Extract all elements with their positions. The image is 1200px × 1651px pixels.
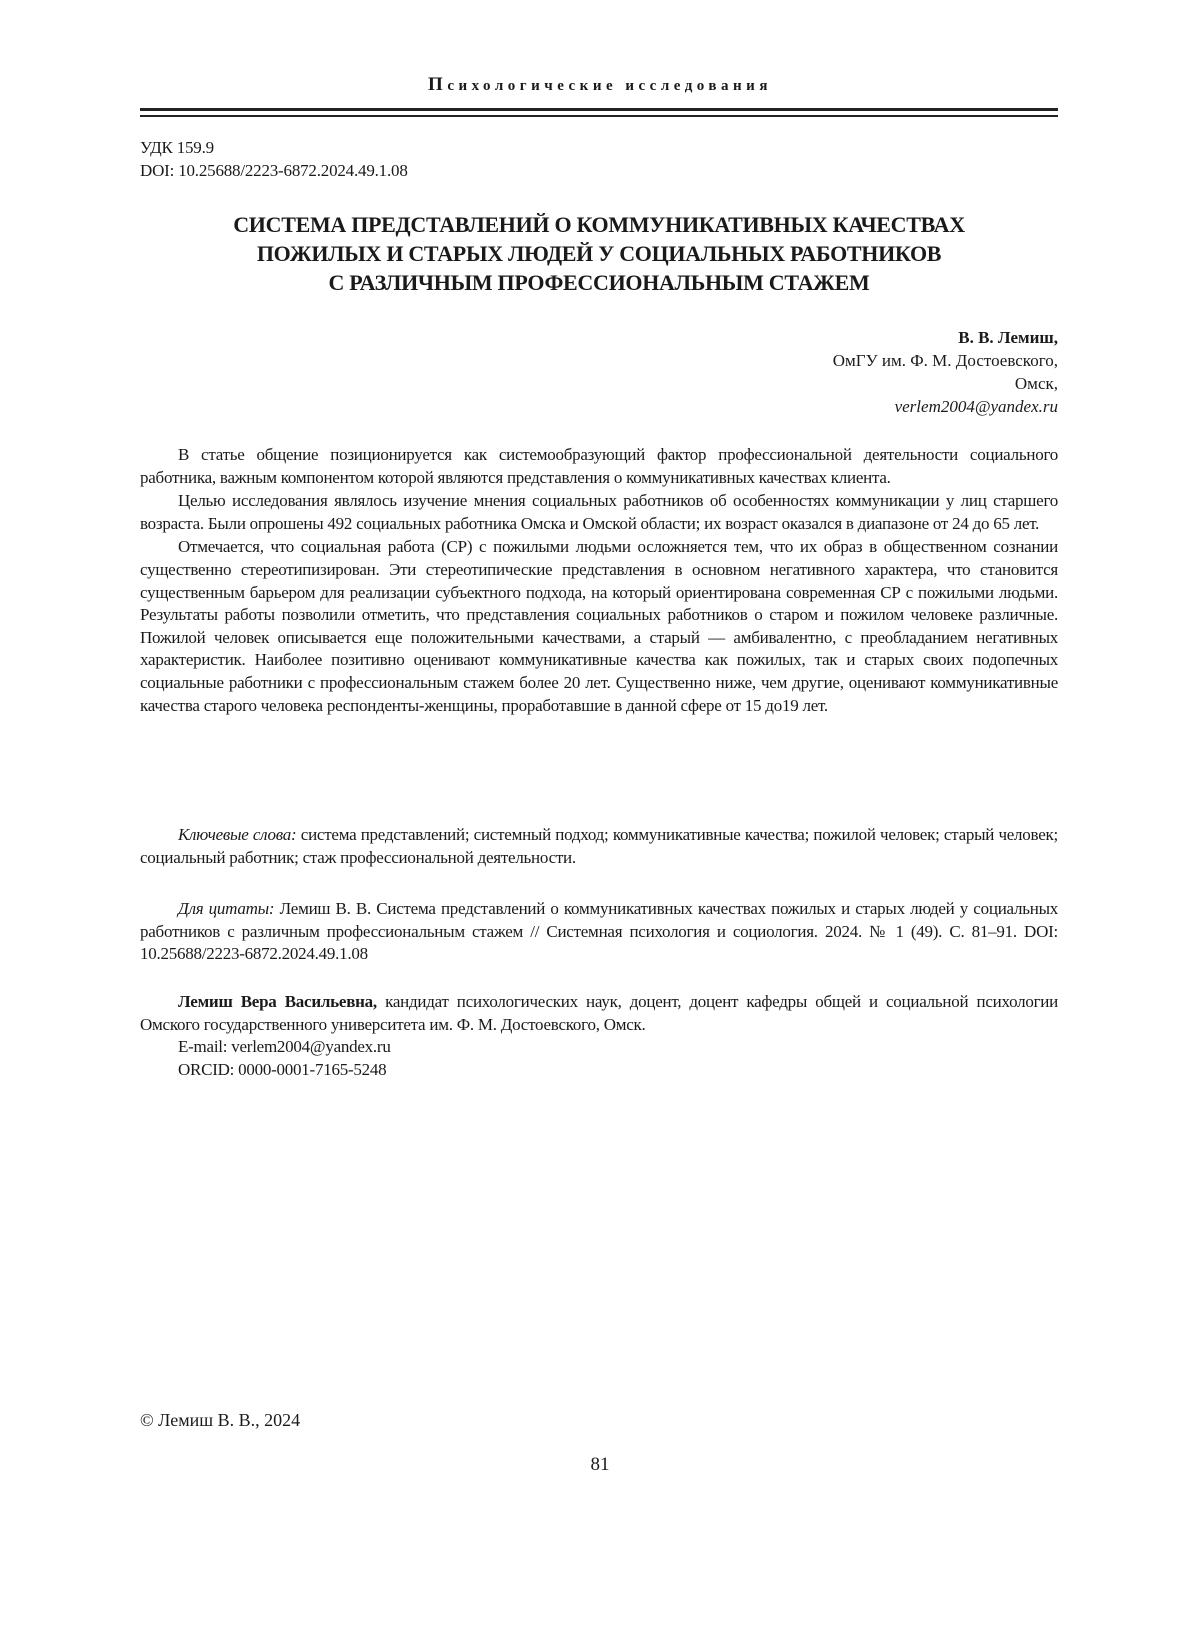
author-bio bbox=[140, 991, 1058, 1081]
abstract-paragraph: Целью исследования являлось изучение мнения социальных работников об особенностях коммуникации у лиц старшего возраста. Были опрошены 492 социальных работника Омска и Омской области; их возраст оказался в диапазоне от 24 до 65 лет. bbox=[140, 490, 1058, 535]
bio-name: Лемиш Вера Васильевна, bbox=[178, 992, 377, 1011]
keywords-label: Ключевые слова: bbox=[178, 825, 296, 844]
author-block bbox=[833, 326, 1058, 418]
abstract-paragraph: В статье общение позиционируется как системообразующий фактор профессиональной деятельности социального работника, важным компонентом которой являются представления о коммуникативных качествах клиента. bbox=[140, 444, 1058, 489]
udk: УДК 159.9 bbox=[140, 136, 408, 159]
citation-text: Лемиш В. В. Система представлений о коммуникативных качествах пожилых и старых людей у социальных работников с различным профессиональным стажем // Системная психология и социология. 2024. № 1 (49). С. 81–91. DOI: 10.25688/2223-6872.2024.49.1.08 bbox=[140, 899, 1058, 963]
bio-email[interactable]: E-mail: verlem2004@yandex.ru bbox=[140, 1036, 1058, 1059]
header-rule-thin bbox=[140, 115, 1058, 117]
article-title: СИСТЕМА ПРЕДСТАВЛЕНИЙ О КОММУНИКАТИВНЫХ КАЧЕСТВАХ ПОЖИЛЫХ И СТАРЫХ ЛЮДЕЙ У СОЦИАЛЬНЫХ РАБОТНИКОВ С РАЗЛИЧНЫМ ПРОФЕССИОНАЛЬНЫМ СТАЖЕМ bbox=[140, 210, 1058, 297]
keywords bbox=[140, 824, 1058, 869]
bio-text: кандидат психологических наук, доцент, доцент кафедры общей и социальной психологии Омского государственного университета им. Ф. М. Достоевского, Омск. bbox=[140, 992, 1058, 1034]
author-affiliation: ОмГУ им. Ф. М. Достоевского, bbox=[833, 349, 1058, 372]
keywords-text: система представлений; системный подход; коммуникативные качества; пожилой человек; старый человек; социальный работник; стаж профессиональной деятельности. bbox=[140, 825, 1058, 867]
author-name: В. В. Лемиш, bbox=[833, 326, 1058, 349]
author-email[interactable]: verlem2004@yandex.ru bbox=[833, 395, 1058, 418]
article-meta bbox=[140, 136, 408, 182]
citation-label: Для цитаты: bbox=[178, 899, 274, 918]
header-rule-thick bbox=[140, 108, 1058, 111]
copyright: © Лемиш В. В., 2024 bbox=[140, 1410, 300, 1431]
doi: DOI: 10.25688/2223-6872.2024.49.1.08 bbox=[140, 159, 408, 182]
page-number: 81 bbox=[0, 1454, 1200, 1476]
running-head: Психологические исследования bbox=[0, 74, 1200, 96]
author-city: Омск, bbox=[833, 372, 1058, 395]
citation bbox=[140, 898, 1058, 966]
bio-orcid: ORCID: 0000-0001-7165-5248 bbox=[140, 1059, 1058, 1082]
abstract-paragraph: Отмечается, что социальная работа (СР) с пожилыми людьми осложняется тем, что их образ в общественном сознании существенно стереотипизирован. Эти стереотипические представления в основном негативного характера, что становится существенным барьером для реализации субъектного подхода, на который ориентирована современная СР с пожилыми людьми. Результаты работы позволили отметить, что представления социальных работников о старом и пожилом человеке различные. Пожилой человек описывается еще положительными качествами, а старый — амбивалентно, с преобладанием негативных характеристик. Наиболее позитивно оценивают коммуникативные качества как пожилых, так и старых своих подопечных социальные работники с профессиональным стажем более 20 лет. Существенно ниже, чем другие, оценивают коммуникативные качества старого человека респонденты-женщины, проработавшие в данной сфере от 15 до19 лет. bbox=[140, 536, 1058, 717]
abstract bbox=[140, 444, 1058, 718]
